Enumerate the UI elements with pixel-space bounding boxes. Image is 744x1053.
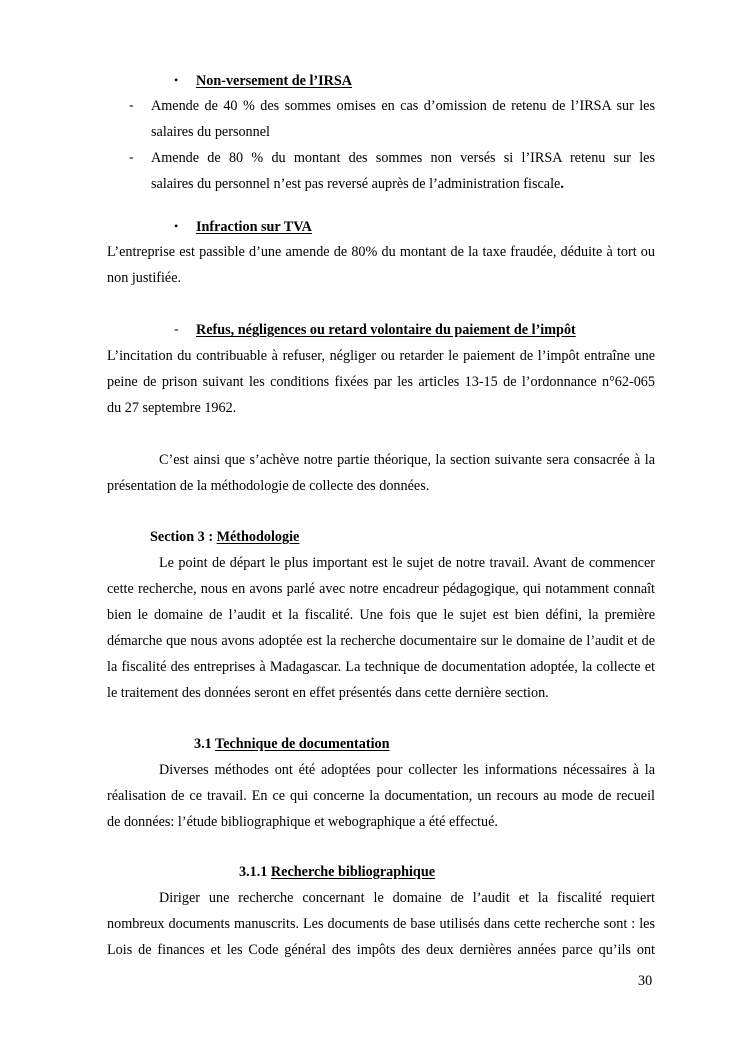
irsa-item-1-line-1: Amende de 40 % des sommes omises en cas d’omission de retenu de l’IRSA sur les	[151, 98, 655, 114]
section-3-1-line-2: réalisation de ce travail. En ce qui concerne la documentation, un recours au mode de recueil	[107, 788, 655, 804]
transition-line-1: C’est ainsi que s’achève notre partie théorique, la section suivante sera consacrée à la	[159, 452, 655, 468]
irsa-item-2-line-2	[151, 171, 655, 197]
dash-marker: -	[129, 150, 134, 165]
section-3-1-line-1: Diverses méthodes ont été adoptées pour collecter les informations nécessaires à la	[159, 762, 655, 778]
section-3-1-1-title: Recherche bibliographique	[270, 864, 436, 880]
heading-refus: Refus, négligences ou retard volontaire du paiement de l’impôt	[196, 322, 576, 338]
heading-section-3-1-1	[239, 862, 435, 882]
section-3-line-5: la fiscalité des entreprises à Madagascar. La technique de documentation adoptée, la collecte et	[107, 659, 655, 675]
section-3-1-1-number: 3.1.1	[239, 864, 271, 880]
section-3-1-number: 3.1	[194, 736, 216, 752]
tva-line-1: L’entreprise est passible d’une amende de 80% du montant de la taxe fraudée, déduite à tort ou	[107, 244, 655, 260]
irsa-item-2-line-1: Amende de 80 % du montant des sommes non versés si l’IRSA retenu sur les	[151, 150, 655, 166]
dash-marker: -	[174, 322, 179, 337]
refus-line-2: peine de prison suivant les conditions fixées par les articles 13-15 de l’ordonnance n°62-065	[107, 374, 655, 390]
section-3-line-6: le traitement des données seront en effet présentés dans cette dernière section.	[107, 685, 549, 701]
irsa-item-2-line-2-text: salaires du personnel n’est pas reversé auprès de l’administration fiscale	[151, 176, 561, 192]
section-3-1-1-line-2: nombreux documents manuscrits. Les documents de base utilisés dans cette recherche sont : les	[107, 916, 655, 932]
refus-line-3: du 27 septembre 1962.	[107, 400, 237, 416]
heading-tva: Infraction sur TVA	[196, 219, 312, 235]
bullet-icon: •	[174, 219, 179, 233]
section-3-1-title: Technique de documentation	[215, 736, 390, 752]
section-3-1-1-line-3: Lois de finances et les Code général des impôts des deux dernières années parce qu’ils ont	[107, 942, 655, 958]
section-3-line-3: bien le domaine de l’audit et la fiscalité. Une fois que le sujet est bien défini, la première	[107, 607, 655, 623]
heading-section-3	[150, 527, 299, 547]
irsa-item-2-period: .	[560, 176, 564, 192]
refus-line-1: L’incitation du contribuable à refuser, négliger ou retarder le paiement de l’impôt entraîne une	[107, 348, 655, 364]
section-3-title: Méthodologie	[216, 529, 300, 545]
bullet-icon: •	[174, 73, 179, 87]
irsa-item-1-line-2: salaires du personnel	[151, 124, 270, 140]
section-3-prefix: Section 3 :	[150, 529, 217, 545]
section-3-1-1-line-1: Diriger une recherche concernant le domaine de l’audit et la fiscalité requiert	[159, 890, 655, 906]
heading-section-3-1	[194, 734, 390, 754]
tva-line-2: non justifiée.	[107, 270, 182, 286]
page-number: 30	[638, 973, 653, 989]
dash-marker: -	[129, 98, 134, 113]
transition-line-2: présentation de la méthodologie de collecte des données.	[107, 478, 430, 494]
section-3-line-4: démarche que nous avons adoptée est la recherche documentaire sur le domaine de l’audit et de	[107, 633, 655, 649]
section-3-line-1: Le point de départ le plus important est le sujet de notre travail. Avant de commencer	[159, 555, 655, 571]
section-3-line-2: cette recherche, nous en avons parlé avec notre encadreur pédagogique, qui notamment connaît	[107, 581, 655, 597]
heading-irsa: Non-versement de l’IRSA	[196, 73, 353, 89]
section-3-1-line-3: de données: l’étude bibliographique et webographique a été effectué.	[107, 814, 498, 830]
